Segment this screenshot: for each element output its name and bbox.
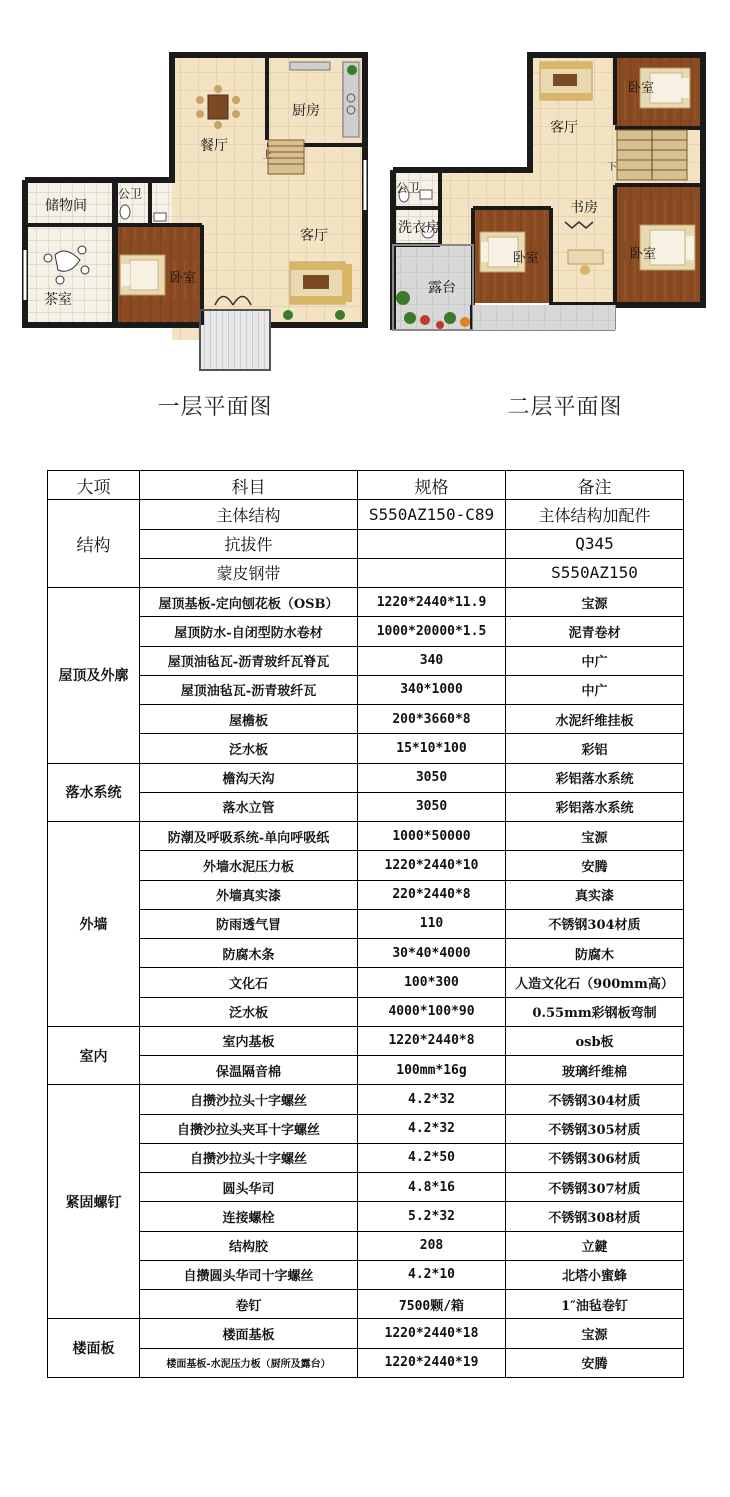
room-label-living: 客厅	[300, 228, 328, 244]
table-row	[48, 909, 684, 938]
table-row	[48, 529, 684, 558]
note-cell: 不锈钢304材质	[506, 909, 684, 938]
room-label-toilet: 公卫	[118, 187, 143, 201]
table-row	[48, 617, 684, 646]
spec-cell: 5.2*32	[358, 1202, 506, 1231]
spec-cell: 1000*50000	[358, 822, 506, 851]
room-label-f2-laundry: 洗衣房	[398, 220, 440, 236]
item-cell: 自攒沙拉头夹耳十字螺丝	[140, 1114, 358, 1143]
table-row	[48, 997, 684, 1026]
table-row	[48, 646, 684, 675]
room-label-kitchen: 厨房	[292, 103, 320, 119]
note-cell: 主体结构加配件	[506, 500, 684, 529]
spec-cell: 340	[358, 646, 506, 675]
spec-cell: 7500颗/箱	[358, 1290, 506, 1319]
stair-up-mark: 上	[262, 150, 272, 161]
room-label-f2-bedroom-mid: 卧室	[513, 251, 540, 266]
table-row	[48, 763, 684, 792]
item-cell: 蒙皮钢带	[140, 558, 358, 587]
item-cell: 泛水板	[140, 734, 358, 763]
item-cell: 室内基板	[140, 1026, 358, 1055]
floor2-caption: 二层平面图	[507, 395, 623, 420]
category-roof: 屋顶及外廓	[48, 588, 140, 764]
item-cell: 楼面基板-水泥压力板（厨所及露台）	[140, 1348, 358, 1377]
note-cell: 真实漆	[506, 880, 684, 909]
note-cell: osb板	[506, 1026, 684, 1055]
note-cell: 不锈钢306材质	[506, 1143, 684, 1172]
note-cell: 不锈钢307材质	[506, 1173, 684, 1202]
item-cell: 自攒沙拉头十字螺丝	[140, 1085, 358, 1114]
item-cell: 保温隔音棉	[140, 1056, 358, 1085]
table-row	[48, 851, 684, 880]
floor1-bed-icon	[120, 255, 165, 295]
spec-cell: 100*300	[358, 968, 506, 997]
item-cell: 自攒沙拉头十字螺丝	[140, 1143, 358, 1172]
item-cell: 屋顶油毡瓦-沥青玻纤瓦脊瓦	[140, 646, 358, 675]
item-cell: 楼面基板	[140, 1319, 358, 1348]
floor-plan-drawing	[0, 0, 730, 440]
table-row	[48, 1085, 684, 1114]
note-cell: 彩铝落水系统	[506, 763, 684, 792]
floor2-sofa-icon	[540, 62, 592, 100]
spec-cell: 1220*2440*19	[358, 1348, 506, 1377]
spec-cell: 4.2*32	[358, 1114, 506, 1143]
note-cell: 中广	[506, 646, 684, 675]
item-cell: 防潮及呼吸系统-单向呼吸纸	[140, 822, 358, 851]
table-row	[48, 1319, 684, 1348]
note-cell: 中广	[506, 675, 684, 704]
spec-cell: 1220*2440*11.9	[358, 588, 506, 617]
item-cell: 屋顶油毡瓦-沥青玻纤瓦	[140, 675, 358, 704]
item-cell: 泛水板	[140, 997, 358, 1026]
spec-cell: 110	[358, 909, 506, 938]
stair-down-mark: 下	[607, 162, 617, 173]
note-cell: Q345	[506, 529, 684, 558]
spec-cell	[358, 529, 506, 558]
table-row	[48, 1231, 684, 1260]
table-row	[48, 1348, 684, 1377]
spec-cell: 1000*20000*1.5	[358, 617, 506, 646]
note-cell: 人造文化石（900mm高）	[506, 968, 684, 997]
table-row	[48, 968, 684, 997]
room-label-f2-study: 书房	[570, 200, 598, 216]
table-row	[48, 1260, 684, 1289]
note-cell: 水泥纤维挂板	[506, 705, 684, 734]
category-drainage: 落水系统	[48, 763, 140, 822]
spec-cell: 4.8*16	[358, 1173, 506, 1202]
table-row	[48, 705, 684, 734]
note-cell: 泥青卷材	[506, 617, 684, 646]
header-note: 备注	[506, 471, 684, 500]
spec-cell: 1220*2440*18	[358, 1319, 506, 1348]
table-row	[48, 792, 684, 821]
item-cell: 结构胶	[140, 1231, 358, 1260]
note-cell: 1″油毡卷钉	[506, 1290, 684, 1319]
table-row	[48, 880, 684, 909]
spec-cell: 1220*2440*10	[358, 851, 506, 880]
spec-cell: 4.2*50	[358, 1143, 506, 1172]
table-row	[48, 1026, 684, 1055]
category-interior: 室内	[48, 1026, 140, 1085]
spec-cell	[358, 558, 506, 587]
room-label-f2-bedroom-right: 卧室	[630, 247, 657, 262]
spec-cell: 4.2*32	[358, 1085, 506, 1114]
table-row	[48, 1114, 684, 1143]
item-cell: 落水立管	[140, 792, 358, 821]
room-label-tea: 茶室	[44, 292, 72, 308]
note-cell: 防腐木	[506, 939, 684, 968]
spec-cell: 220*2440*8	[358, 880, 506, 909]
item-cell: 文化石	[140, 968, 358, 997]
spec-cell: 4.2*10	[358, 1260, 506, 1289]
header-spec: 规格	[358, 471, 506, 500]
spec-cell: 4000*100*90	[358, 997, 506, 1026]
table-row	[48, 1143, 684, 1172]
item-cell: 外墙水泥压力板	[140, 851, 358, 880]
floor1-plan	[25, 55, 365, 370]
room-label-f2-living: 客厅	[550, 120, 578, 136]
table-row	[48, 588, 684, 617]
category-floor-board: 楼面板	[48, 1319, 140, 1378]
note-cell: S550AZ150	[506, 558, 684, 587]
table-row	[48, 1173, 684, 1202]
spec-cell: 208	[358, 1231, 506, 1260]
note-cell: 北塔小蜜蜂	[506, 1260, 684, 1289]
item-cell: 屋顶基板-定向刨花板（OSB）	[140, 588, 358, 617]
spec-cell: 1220*2440*8	[358, 1026, 506, 1055]
room-label-f2-bedroom-top: 卧室	[628, 81, 655, 96]
item-cell: 屋顶防水-自闭型防水卷材	[140, 617, 358, 646]
note-cell: 玻璃纤维棉	[506, 1056, 684, 1085]
table-row	[48, 558, 684, 587]
floor-plans	[0, 0, 730, 440]
note-cell: 立鍵	[506, 1231, 684, 1260]
note-cell: 彩铝	[506, 734, 684, 763]
header-category: 大项	[48, 471, 140, 500]
note-cell: 不锈钢304材质	[506, 1085, 684, 1114]
table-row	[48, 734, 684, 763]
room-label-f2-toilet: 公卫	[396, 181, 421, 195]
table-row	[48, 500, 684, 529]
category-structure: 结构	[48, 500, 140, 588]
room-label-dining: 餐厅	[200, 138, 228, 154]
table-row	[48, 1290, 684, 1319]
note-cell: 宝源	[506, 822, 684, 851]
room-label-bedroom: 卧室	[170, 271, 197, 286]
note-cell: 安腾	[506, 1348, 684, 1377]
category-fasteners: 紧固螺钉	[48, 1085, 140, 1319]
note-cell: 彩铝落水系统	[506, 792, 684, 821]
spec-cell: 200*3660*8	[358, 705, 506, 734]
table-row	[48, 1202, 684, 1231]
living-sofa-icon	[290, 262, 352, 304]
floor2-plan	[393, 55, 703, 330]
item-cell: 檐沟天沟	[140, 763, 358, 792]
table-header-row	[48, 471, 684, 500]
spec-cell: 15*10*100	[358, 734, 506, 763]
table-row	[48, 1056, 684, 1085]
spec-cell: S550AZ150-C89	[358, 500, 506, 529]
table-row	[48, 675, 684, 704]
item-cell: 自攒圆头华司十字螺丝	[140, 1260, 358, 1289]
note-cell: 不锈钢308材质	[506, 1202, 684, 1231]
room-label-f2-terrace: 露台	[428, 280, 456, 296]
item-cell: 圆头华司	[140, 1173, 358, 1202]
spec-cell: 3050	[358, 792, 506, 821]
table-row	[48, 939, 684, 968]
spec-table	[47, 470, 684, 1378]
spec-cell: 3050	[358, 763, 506, 792]
note-cell: 安腾	[506, 851, 684, 880]
spec-cell: 100mm*16g	[358, 1056, 506, 1085]
item-cell: 防雨透气冒	[140, 909, 358, 938]
category-exterior-wall: 外墙	[48, 822, 140, 1027]
header-item: 科目	[140, 471, 358, 500]
note-cell: 宝源	[506, 1319, 684, 1348]
item-cell: 主体结构	[140, 500, 358, 529]
item-cell: 抗拔件	[140, 529, 358, 558]
item-cell: 防腐木条	[140, 939, 358, 968]
room-label-storage: 储物间	[45, 198, 87, 214]
item-cell: 屋檐板	[140, 705, 358, 734]
item-cell: 外墙真实漆	[140, 880, 358, 909]
item-cell: 连接螺栓	[140, 1202, 358, 1231]
note-cell: 宝源	[506, 588, 684, 617]
floor1-caption: 一层平面图	[157, 395, 273, 420]
spec-cell: 340*1000	[358, 675, 506, 704]
table-row	[48, 822, 684, 851]
note-cell: 0.55mm彩钢板弯制	[506, 997, 684, 1026]
item-cell: 卷钉	[140, 1290, 358, 1319]
note-cell: 不锈钢305材质	[506, 1114, 684, 1143]
spec-cell: 30*40*4000	[358, 939, 506, 968]
